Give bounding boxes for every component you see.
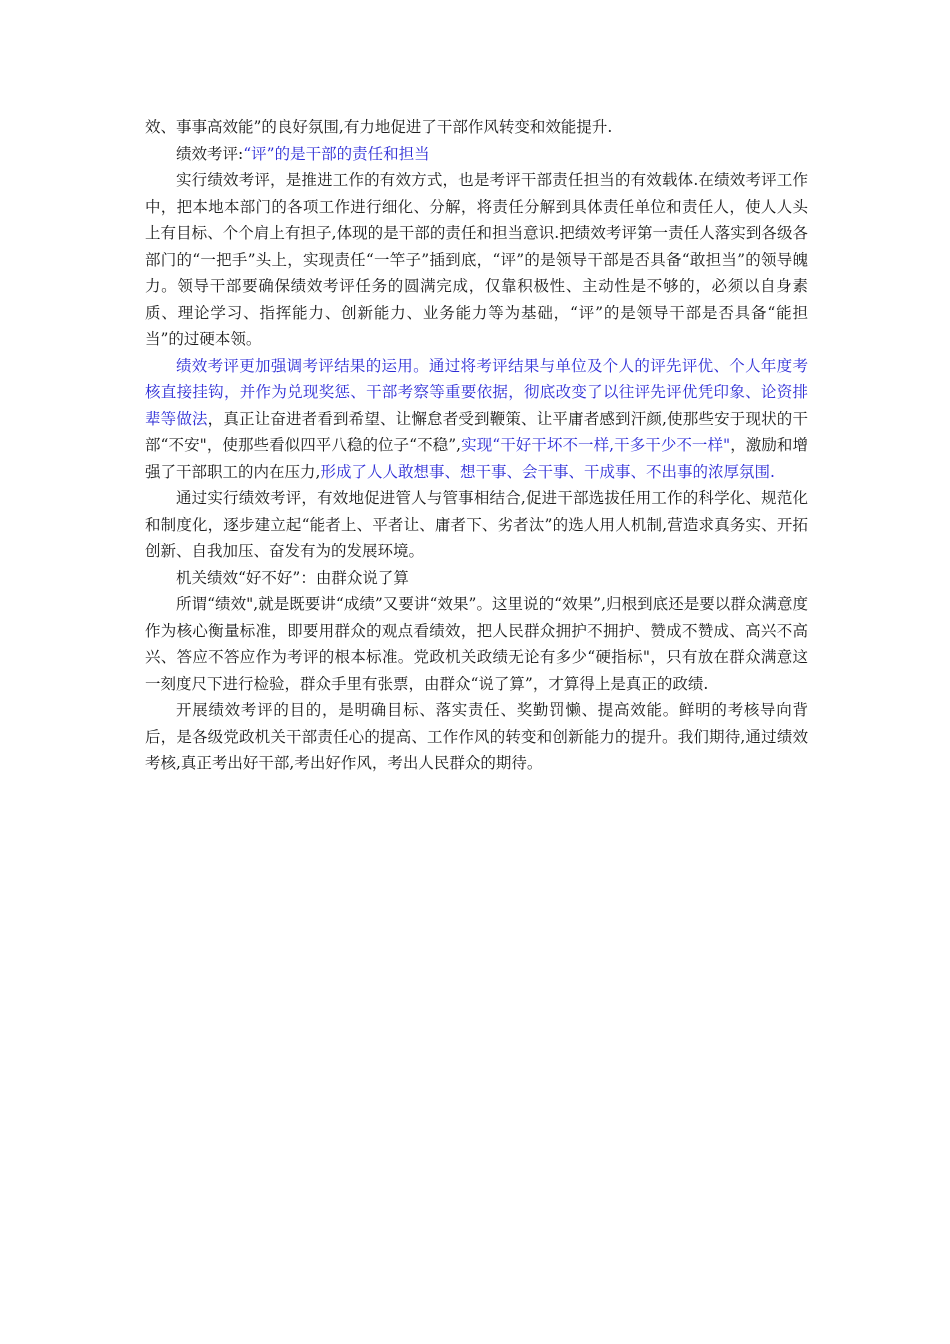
highlight-results-usage: 绩效考评更加强调考评结果的运用。通过将考评结果与单位及个人的评先评优、个人年度考核直接挂钩，并作为兑现奖惩、干部考察等重要依据，彻底改变了以往评先评优凭印象、论资排辈等做法 xyxy=(145,356,808,428)
paragraph-text: ，真正让奋进者看到希望、让懈怠者受到鞭策、让平庸者感到汗颜,使那些安于现状的干部“不安"，使那些看似四平八稳的位子“不稳”, xyxy=(145,409,808,454)
heading-prefix: 绩效考评: xyxy=(176,144,244,163)
highlight-atmosphere: 形成了人人敢想事、想干事、会干事、干成事、不出事的浓厚氛围. xyxy=(320,462,775,481)
paragraph-text: ，激励和增强了干部职工的内在压力, xyxy=(145,436,808,481)
paragraph-performance-definition: 所谓“绩效",就是既要讲“成绩”又要讲“效果”。这里说的“效果”,归根到底还是要以群众满意度作为核心衡量标准，即要用群众的观点看绩效，把人民群众拥护不拥护、赞成不赞成、高兴不高兴、答应不答应作为考评的根本标准。党政机关政绩无论有多少“硬指标"，只有放在群众满意这一刻度尺下进行检验，群众手里有张票，由群众“说了算”，才算得上是真正的政绩. xyxy=(145,595,808,693)
document-body xyxy=(145,114,808,777)
section-heading-public-judgement: 机关绩效“好不好”：由群众说了算 xyxy=(176,568,409,587)
paragraph-conclusion: 开展绩效考评的目的，是明确目标、落实责任、奖勤罚懒、提高效能。鲜明的考核导向背后，是各级党政机关干部责任心的提高、工作作风的转变和创新能力的提升。我们期待,通过绩效考核,真正考出好干部,考出好作风，考出人民群众的期待。 xyxy=(145,701,808,772)
paragraph-responsibility: 实行绩效考评，是推进工作的有效方式，也是考评干部责任担当的有效载体.在绩效考评工作中，把本地本部门的各项工作进行细化、分解，将责任分解到具体责任单位和责任人，使人人头上有目标、个个肩上有担子,体现的是干部的责任和担当意识.把绩效考评第一责任人落实到各级各部门的“一把手”头上，实现责任“一竿子”插到底，“评”的是领导干部是否具备“敢担当”的领导魄力。领导干部要确保绩效考评任务的圆满完成，仅靠积极性、主动性是不够的，必须以自身素质、理论学习、指挥能力、创新能力、业务能力等为基础，“评”的是领导干部是否具备“能担当”的过硬本领。 xyxy=(145,171,808,348)
paragraph-mechanism: 通过实行绩效考评，有效地促进管人与管事相结合,促进干部选拔任用工作的科学化、规范化和制度化，逐步建立起“能者上、平者让、庸者下、劣者汰”的选人用人机制,营造求真务实、开拓创新、自我加压、奋发有为的发展环境。 xyxy=(145,489,808,560)
heading-link-text: “评”的是干部的责任和担当 xyxy=(243,144,430,163)
highlight-different-outcomes: 实现“干好干坏不一样,干多干少不一样" xyxy=(461,436,731,454)
section-heading-responsibility xyxy=(145,141,808,168)
paragraph-results-application xyxy=(145,353,808,486)
paragraph-continuation: 效、事事高效能”的良好氛围,有力地促进了干部作风转变和效能提升. xyxy=(145,118,613,136)
